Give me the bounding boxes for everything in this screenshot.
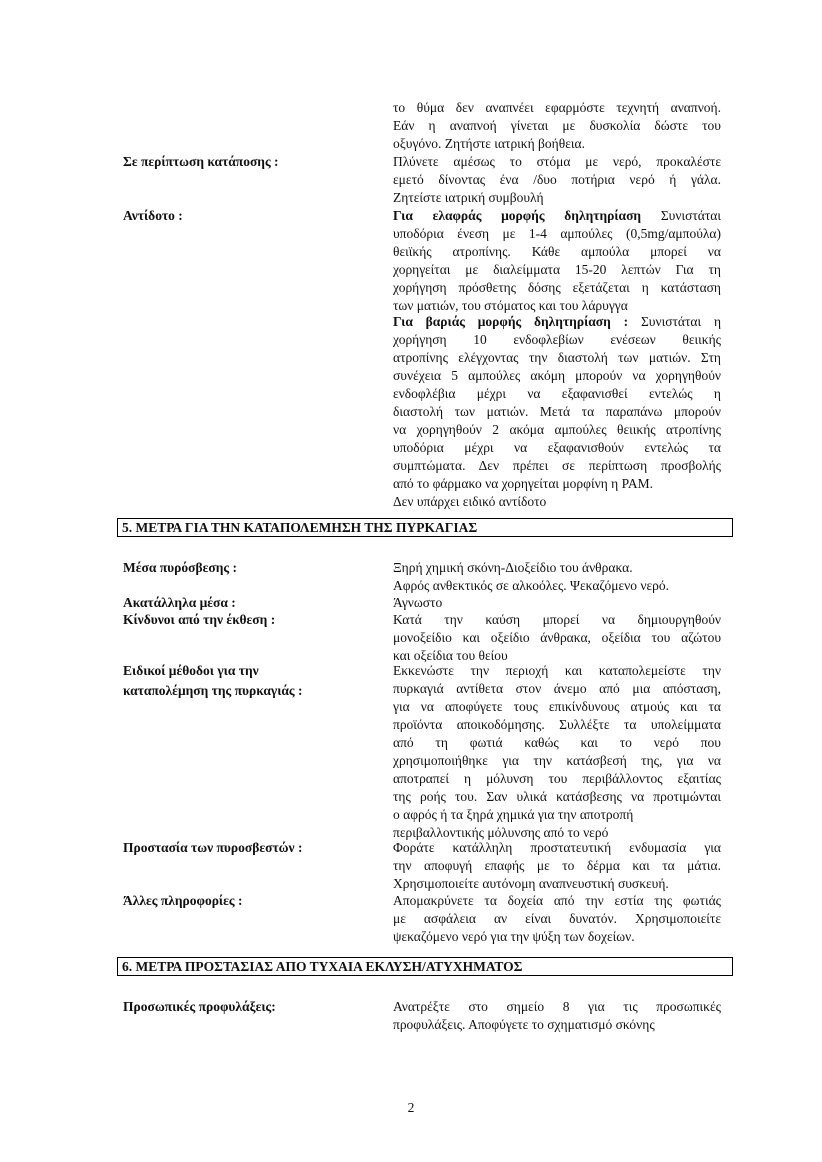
- firefighter-protection-line: Φοράτε κατάλληλη προστατευτική ενδυμασία για: [393, 840, 721, 855]
- first-aid-text-line: το θύμα δεν αναπνέει εφαρμόστε τεχνητή αναπνοή.: [393, 100, 721, 115]
- antidote-text-line: χορήγηση πρόσθετης δόσης εξετάζεται η κατάσταση: [393, 280, 721, 295]
- personal-precautions-line: Ανατρέξτε στο σημείο 8 για τις προσωπικές: [393, 999, 721, 1014]
- special-methods-line: αποτραπεί η μόλυνση του περιβάλλοντος εξαιτίας: [393, 771, 721, 786]
- antidote-text-line: χορηγείται με διαλείμματα 15-20 λεπτών Για τη: [393, 262, 721, 277]
- special-methods-line: για να αποφύγετε τους επικίνδυνους ατμούς και τα: [393, 699, 721, 714]
- ingestion-text-line: Ζητείστε ιατρική συμβουλή: [393, 190, 544, 205]
- special-methods-label-line: Ειδικοί μέθοδοι για την: [123, 663, 259, 678]
- special-methods-line: προϊόντα αποικοδόμησης. Συλλέξτε τα υπολείμματα: [393, 717, 721, 732]
- severe-first-rest: Συνιστάται η: [628, 314, 721, 329]
- personal-precautions-label: Προσωπικές προφυλάξεις:: [123, 999, 276, 1014]
- antidote-text-line: υποδόρια ένεση με 1-4 αμπούλες (0,5mg/αμπούλα): [393, 226, 721, 241]
- antidote-text-line: χορήγηση 10 ενδοφλεβίων ενέσεων θειικής: [393, 332, 721, 347]
- section-6-heading: 6. ΜΕΤΡΑ ΠΡΟΣΤΑΣΙΑΣ ΑΠΟ ΤΥΧΑΙΑ ΕΚΛΥΣΗ/ΑΤΥΧΗΜΑΤΟΣ: [117, 957, 733, 976]
- unsuitable-media-label: Ακατάλληλα μέσα :: [123, 595, 236, 610]
- antidote-mild-first-line: [393, 207, 721, 224]
- extinguishing-media-line: Ξηρή χημική σκόνη-Διοξείδιο του άνθρακα.: [393, 560, 633, 575]
- antidote-text-line: των ματιών, του στόματος και του λάρυγγα: [393, 298, 628, 313]
- firefighter-protection-label: Προστασία των πυροσβεστών :: [123, 840, 303, 855]
- personal-precautions-line: προφυλάξεις. Αποφύγετε το σχηματισμό σκόνης: [393, 1017, 655, 1032]
- ingestion-label: Σε περίπτωση κατάποσης :: [123, 154, 279, 169]
- antidote-text-line: υποδόρια μέχρι να εξαφανισθούν εντελώς τα: [393, 440, 721, 455]
- other-info-line: με ασφάλεια αν είναι δυνατόν. Χρησιμοποιείτε: [393, 911, 721, 926]
- special-methods-line: χρησιμοποιήθηκε για την κατάσβεσή της, για να: [393, 753, 721, 768]
- page-number: 2: [407, 1100, 415, 1115]
- antidote-label: Αντίδοτο :: [123, 208, 183, 223]
- antidote-text-line: θειϊκής ατροπίνης. Κάθε αμπούλα μπορεί να: [393, 244, 721, 259]
- firefighter-protection-line: Χρησιμοποιείτε αυτόνομη αναπνευστική συσκευή.: [393, 876, 669, 891]
- exposure-hazards-line: μονοξείδιο και οξείδιο άνθρακα, οξείδια του αζώτου: [393, 630, 721, 645]
- extinguishing-media-label: Μέσα πυρόσβεσης :: [123, 560, 237, 575]
- mild-poisoning-heading: Για ελαφράς μορφής δηλητηρίαση: [393, 208, 642, 223]
- special-methods-line: ο αφρός ή τα ξηρά χημικά για την αποτροπή: [393, 807, 634, 822]
- special-methods-line: πυρκαγιά αντίθετα στον άνεμο από μια απόσταση,: [393, 681, 721, 696]
- antidote-text-line: ατροπίνης ελέγχοντας την διαστολή των ματιών. Στη: [393, 350, 721, 365]
- exposure-hazards-label: Κίνδυνοι από την έκθεση :: [123, 612, 276, 627]
- exposure-hazards-line: και οξείδια του θείου: [393, 648, 508, 663]
- severe-poisoning-heading: Για βαριάς μορφής δηλητηρίαση :: [393, 314, 629, 329]
- antidote-text-line: συνέχεια 5 αμπούλες ακόμη μπορούν να χορηγηθούν: [393, 368, 721, 383]
- other-info-label: Άλλες πληροφορίες :: [123, 893, 243, 908]
- antidote-text-line: ενδοφλέβια μέχρι να εξαφανισθεί εντελώς η: [393, 386, 721, 401]
- special-methods-line: της ροής του. Σαν υλικά κατάσβεσης να προτιμώνται: [393, 789, 721, 804]
- antidote-text-line: να χορηγηθούν 2 ακόμα αμπούλες θειικής ατροπίνης: [393, 422, 721, 437]
- other-info-line: ψεκαζόμενο νερό για την ψύξη των δοχείων.: [393, 929, 635, 944]
- antidote-severe-first-line: [393, 313, 721, 330]
- unsuitable-media-value: Άγνωστο: [393, 595, 443, 610]
- other-info-line: Απομακρύνετε τα δοχεία από την εστία της φωτιάς: [393, 893, 721, 908]
- first-aid-text-line: Εάν η αναπνοή γίνεται με δυσκολία δώστε του: [393, 118, 721, 133]
- ingestion-text-line: εμετό δίνοντας ένα /δυο ποτήρια νερό ή γάλα.: [393, 172, 721, 187]
- firefighter-protection-line: την αποφυγή επαφής με το δέρμα και τα μάτια.: [393, 858, 721, 873]
- mild-first-rest: Συνιστάται: [641, 208, 722, 223]
- antidote-text-line: από το φάρμακο να χορηγείται μορφίνη η PAM.: [393, 476, 653, 491]
- first-aid-text-line: οξυγόνο. Ζητήστε ιατρική βοήθεια.: [393, 136, 585, 151]
- section-5-heading: 5. ΜΕΤΡΑ ΓΙΑ ΤΗΝ ΚΑΤΑΠΟΛΕΜΗΣΗ ΤΗΣ ΠΥΡΚΑΓΙΑΣ: [117, 518, 733, 537]
- special-methods-label-line: καταπολέμηση της πυρκαγιάς :: [123, 683, 303, 698]
- antidote-text-line: διαστολή των ματιών. Μετά τα παραπάνω μπορούν: [393, 404, 721, 419]
- special-methods-line: από τη φωτιά καθώς και το νερό που: [393, 735, 721, 750]
- antidote-text-line: Δεν υπάρχει ειδικό αντίδοτο: [393, 494, 547, 509]
- exposure-hazards-line: Κατά την καύση μπορεί να δημιουργηθούν: [393, 612, 721, 627]
- special-methods-line: Εκκενώστε την περιοχή και καταπολεμείστε την: [393, 663, 721, 678]
- special-methods-line: περιβαλλοντικής μόλυνσης από το νερό: [393, 825, 609, 840]
- antidote-text-line: συμπτώματα. Δεν πρέπει σε περίπτωση προσβολής: [393, 458, 721, 473]
- extinguishing-media-line: Αφρός ανθεκτικός σε αλκοόλες. Ψεκαζόμενο νερό.: [393, 578, 670, 593]
- ingestion-text-line: Πλύνετε αμέσως το στόμα με νερό, προκαλέστε: [393, 154, 721, 169]
